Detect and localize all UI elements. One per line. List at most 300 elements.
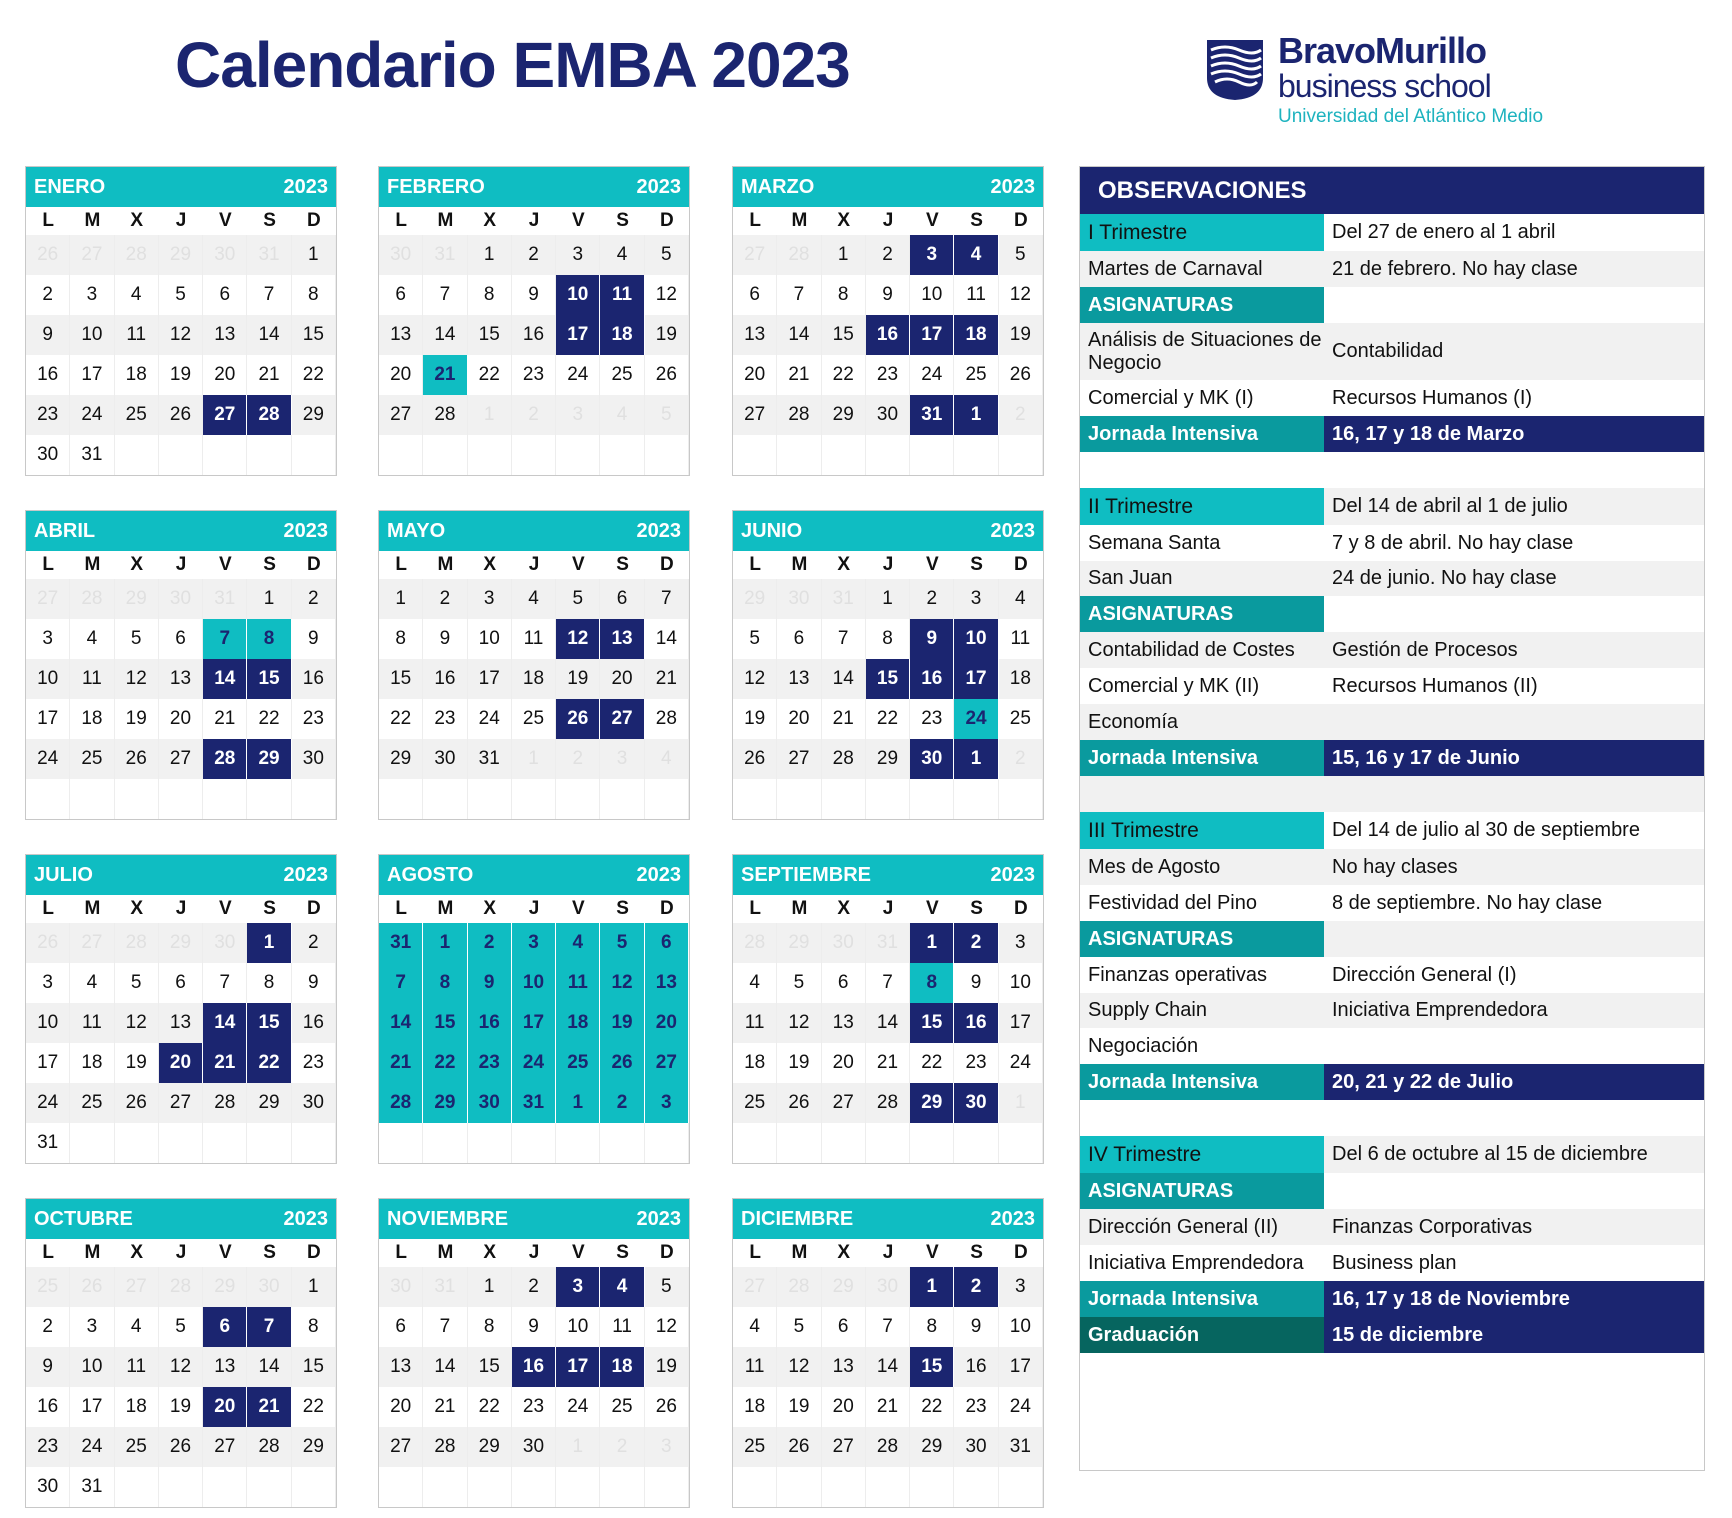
weekday-label: L bbox=[395, 554, 407, 575]
day-cell: 30 bbox=[203, 235, 247, 275]
day-cell: 5 bbox=[115, 963, 159, 1003]
day-cell: 12 bbox=[777, 1347, 821, 1387]
day-cell: 27 bbox=[203, 395, 247, 435]
day-cell: 6 bbox=[777, 619, 821, 659]
day-cell: 3 bbox=[556, 1267, 600, 1307]
day-cell: 12 bbox=[645, 1307, 689, 1347]
obs-row-plain bbox=[1080, 704, 1704, 740]
day-cell: 8 bbox=[468, 275, 512, 315]
obs-label: San Juan bbox=[1088, 567, 1173, 589]
day-cell: 22 bbox=[292, 355, 336, 395]
weekday-label: L bbox=[395, 210, 407, 231]
day-cell: 23 bbox=[866, 355, 910, 395]
day-cell: 15 bbox=[468, 1347, 512, 1387]
days-grid bbox=[379, 579, 689, 819]
obs-value bbox=[1324, 1100, 1704, 1136]
weekday-row bbox=[379, 1239, 689, 1267]
day-cell: 16 bbox=[292, 659, 336, 699]
day-cell: 12 bbox=[600, 963, 644, 1003]
weekday-label: V bbox=[218, 210, 232, 231]
day-cell: 6 bbox=[159, 619, 203, 659]
day-cell: 11 bbox=[954, 275, 998, 315]
day-cell: 28 bbox=[70, 579, 114, 619]
day-cell: 28 bbox=[777, 395, 821, 435]
month-header bbox=[733, 511, 1043, 551]
day-cell: 2 bbox=[468, 923, 512, 963]
weekday-label: L bbox=[42, 554, 54, 575]
day-cell: 9 bbox=[26, 315, 70, 355]
day-cell: 2 bbox=[423, 579, 467, 619]
empty-day-cell bbox=[468, 435, 512, 475]
obs-label: Iniciativa Emprendedora bbox=[1088, 1251, 1304, 1274]
day-cell: 4 bbox=[556, 923, 600, 963]
obs-label: Economía bbox=[1088, 710, 1179, 733]
day-cell: 28 bbox=[247, 1427, 291, 1467]
empty-day-cell bbox=[777, 779, 821, 819]
month-year: 2023 bbox=[636, 1207, 681, 1230]
day-cell: 14 bbox=[866, 1347, 910, 1387]
day-cell: 24 bbox=[556, 1387, 600, 1427]
obs-label bbox=[1080, 776, 1324, 812]
obs-row-plain bbox=[1080, 957, 1704, 993]
day-cell: 9 bbox=[26, 1347, 70, 1387]
day-cell: 21 bbox=[379, 1043, 423, 1083]
empty-day-cell bbox=[910, 1467, 954, 1507]
empty-day-cell bbox=[999, 1467, 1043, 1507]
day-cell: 14 bbox=[423, 1347, 467, 1387]
obs-row-plain bbox=[1080, 251, 1704, 287]
day-cell: 18 bbox=[115, 355, 159, 395]
day-cell: 21 bbox=[423, 355, 467, 395]
month-name: JUNIO bbox=[741, 519, 803, 542]
day-cell: 7 bbox=[423, 275, 467, 315]
weekday-label: V bbox=[925, 210, 939, 231]
empty-day-cell bbox=[423, 1123, 467, 1163]
month-enero bbox=[25, 166, 337, 476]
day-cell: 17 bbox=[556, 315, 600, 355]
day-cell: 4 bbox=[733, 1307, 777, 1347]
obs-value: Recursos Humanos (I) bbox=[1332, 386, 1533, 409]
day-cell: 20 bbox=[159, 699, 203, 739]
day-cell: 25 bbox=[556, 1043, 600, 1083]
month-year: 2023 bbox=[283, 519, 328, 542]
day-cell: 16 bbox=[423, 659, 467, 699]
day-cell: 27 bbox=[733, 1267, 777, 1307]
day-cell: 16 bbox=[468, 1003, 512, 1043]
month-year: 2023 bbox=[990, 175, 1035, 198]
obs-label: ASIGNATURAS bbox=[1080, 1173, 1324, 1209]
day-cell: 1 bbox=[247, 923, 291, 963]
day-cell: 1 bbox=[866, 579, 910, 619]
weekday-row bbox=[379, 207, 689, 235]
obs-row-blank bbox=[1080, 1100, 1704, 1136]
day-cell: 16 bbox=[512, 1347, 556, 1387]
weekday-label: L bbox=[749, 210, 761, 231]
weekday-label: X bbox=[483, 1242, 497, 1263]
obs-row-plain bbox=[1080, 993, 1704, 1028]
obs-label: ASIGNATURAS bbox=[1080, 921, 1324, 957]
day-cell: 19 bbox=[733, 699, 777, 739]
weekday-label: D bbox=[306, 554, 321, 575]
obs-row-plain bbox=[1080, 849, 1704, 885]
weekday-label: S bbox=[616, 210, 629, 231]
day-cell: 26 bbox=[159, 1427, 203, 1467]
day-cell: 5 bbox=[777, 963, 821, 1003]
obs-label: II Trimestre bbox=[1080, 488, 1324, 525]
day-cell: 2 bbox=[954, 1267, 998, 1307]
weekday-label: D bbox=[306, 1242, 321, 1263]
day-cell: 19 bbox=[159, 1387, 203, 1427]
empty-day-cell bbox=[600, 1123, 644, 1163]
obs-label: Mes de Agosto bbox=[1088, 855, 1221, 878]
day-cell: 30 bbox=[866, 1267, 910, 1307]
day-cell: 10 bbox=[468, 619, 512, 659]
day-cell: 26 bbox=[26, 235, 70, 275]
day-cell: 22 bbox=[822, 355, 866, 395]
empty-day-cell bbox=[999, 779, 1043, 819]
day-cell: 5 bbox=[556, 579, 600, 619]
day-cell: 6 bbox=[822, 963, 866, 1003]
day-cell: 1 bbox=[556, 1083, 600, 1123]
obs-row-trim bbox=[1080, 812, 1704, 849]
weekday-row bbox=[379, 895, 689, 923]
day-cell: 15 bbox=[468, 315, 512, 355]
day-cell: 24 bbox=[70, 1427, 114, 1467]
day-cell: 18 bbox=[556, 1003, 600, 1043]
day-cell: 18 bbox=[954, 315, 998, 355]
weekday-label: L bbox=[749, 554, 761, 575]
obs-label: IV Trimestre bbox=[1080, 1136, 1324, 1173]
weekday-label: D bbox=[659, 554, 674, 575]
day-cell: 15 bbox=[866, 659, 910, 699]
day-cell: 18 bbox=[600, 1347, 644, 1387]
day-cell: 1 bbox=[910, 923, 954, 963]
day-cell: 31 bbox=[822, 579, 866, 619]
day-cell: 1 bbox=[822, 235, 866, 275]
month-year: 2023 bbox=[283, 175, 328, 198]
day-cell: 1 bbox=[468, 1267, 512, 1307]
month-header bbox=[26, 1199, 336, 1239]
weekday-label: M bbox=[84, 1242, 101, 1263]
day-cell: 8 bbox=[468, 1307, 512, 1347]
day-cell: 23 bbox=[26, 395, 70, 435]
weekday-label: S bbox=[263, 554, 276, 575]
day-cell: 24 bbox=[556, 355, 600, 395]
empty-day-cell bbox=[159, 435, 203, 475]
weekday-label: M bbox=[791, 210, 808, 231]
day-cell: 26 bbox=[645, 355, 689, 395]
day-cell: 22 bbox=[468, 355, 512, 395]
day-cell: 29 bbox=[910, 1083, 954, 1123]
day-cell: 16 bbox=[26, 1387, 70, 1427]
day-cell: 30 bbox=[292, 739, 336, 779]
day-cell: 4 bbox=[70, 619, 114, 659]
day-cell: 10 bbox=[70, 315, 114, 355]
weekday-label: D bbox=[659, 1242, 674, 1263]
days-grid bbox=[26, 235, 336, 475]
day-cell: 30 bbox=[247, 1267, 291, 1307]
obs-row-blank bbox=[1080, 452, 1704, 488]
weekday-row bbox=[733, 207, 1043, 235]
month-agosto bbox=[378, 854, 690, 1164]
day-cell: 2 bbox=[292, 579, 336, 619]
weekday-label: S bbox=[263, 898, 276, 919]
day-cell: 12 bbox=[115, 659, 159, 699]
day-cell: 23 bbox=[954, 1387, 998, 1427]
day-cell: 26 bbox=[159, 395, 203, 435]
obs-row-plain bbox=[1080, 380, 1704, 416]
day-cell: 30 bbox=[379, 235, 423, 275]
empty-day-cell bbox=[999, 435, 1043, 475]
day-cell: 10 bbox=[26, 659, 70, 699]
obs-value: 24 de junio. No hay clase bbox=[1332, 567, 1557, 589]
empty-day-cell bbox=[115, 435, 159, 475]
obs-row-plain bbox=[1080, 632, 1704, 668]
obs-value: Dirección General (I) bbox=[1332, 963, 1517, 986]
weekday-label: S bbox=[263, 1242, 276, 1263]
day-cell: 15 bbox=[423, 1003, 467, 1043]
days-grid bbox=[379, 923, 689, 1163]
month-year: 2023 bbox=[990, 519, 1035, 542]
day-cell: 7 bbox=[645, 579, 689, 619]
day-cell: 17 bbox=[512, 1003, 556, 1043]
obs-label: Jornada Intensiva bbox=[1080, 416, 1324, 452]
obs-row-asig bbox=[1080, 287, 1704, 323]
empty-day-cell bbox=[423, 779, 467, 819]
empty-day-cell bbox=[777, 1467, 821, 1507]
day-cell: 23 bbox=[468, 1043, 512, 1083]
day-cell: 6 bbox=[822, 1307, 866, 1347]
empty-day-cell bbox=[645, 1123, 689, 1163]
obs-value: Del 6 de octubre al 15 de diciembre bbox=[1332, 1143, 1648, 1165]
day-cell: 19 bbox=[115, 699, 159, 739]
day-cell: 27 bbox=[645, 1043, 689, 1083]
day-cell: 14 bbox=[423, 315, 467, 355]
weekday-label: S bbox=[616, 1242, 629, 1263]
empty-day-cell bbox=[910, 779, 954, 819]
day-cell: 29 bbox=[292, 395, 336, 435]
day-cell: 15 bbox=[247, 659, 291, 699]
day-cell: 14 bbox=[247, 315, 291, 355]
day-cell: 14 bbox=[822, 659, 866, 699]
day-cell: 27 bbox=[26, 579, 70, 619]
obs-label: Negociación bbox=[1088, 1034, 1199, 1057]
day-cell: 25 bbox=[70, 1083, 114, 1123]
weekday-label: D bbox=[306, 210, 321, 231]
day-cell: 12 bbox=[159, 315, 203, 355]
logo-name: BravoMurillo bbox=[1278, 30, 1487, 71]
day-cell: 6 bbox=[645, 923, 689, 963]
day-cell: 19 bbox=[645, 1347, 689, 1387]
obs-row-plain bbox=[1080, 1245, 1704, 1281]
day-cell: 27 bbox=[203, 1427, 247, 1467]
day-cell: 11 bbox=[556, 963, 600, 1003]
day-cell: 15 bbox=[292, 1347, 336, 1387]
weekday-label: V bbox=[218, 554, 232, 575]
weekday-label: J bbox=[528, 1242, 540, 1263]
observaciones-header: OBSERVACIONES bbox=[1080, 167, 1704, 214]
empty-day-cell bbox=[512, 435, 556, 475]
day-cell: 2 bbox=[26, 275, 70, 315]
days-grid bbox=[26, 923, 336, 1163]
weekday-label: M bbox=[791, 898, 808, 919]
day-cell: 26 bbox=[999, 355, 1043, 395]
day-cell: 20 bbox=[777, 699, 821, 739]
day-cell: 24 bbox=[954, 699, 998, 739]
day-cell: 9 bbox=[292, 963, 336, 1003]
day-cell: 23 bbox=[512, 355, 556, 395]
day-cell: 8 bbox=[247, 619, 291, 659]
day-cell: 4 bbox=[600, 395, 644, 435]
day-cell: 25 bbox=[733, 1427, 777, 1467]
empty-day-cell bbox=[954, 1467, 998, 1507]
days-grid bbox=[26, 579, 336, 819]
weekday-label: V bbox=[925, 554, 939, 575]
weekday-label: V bbox=[571, 554, 585, 575]
obs-row-plain bbox=[1080, 1028, 1704, 1064]
day-cell: 31 bbox=[866, 923, 910, 963]
day-cell: 28 bbox=[159, 1267, 203, 1307]
empty-day-cell bbox=[203, 779, 247, 819]
day-cell: 29 bbox=[292, 1427, 336, 1467]
day-cell: 27 bbox=[379, 395, 423, 435]
day-cell: 17 bbox=[70, 355, 114, 395]
weekday-row bbox=[733, 551, 1043, 579]
logo-subtitle: business school bbox=[1278, 68, 1491, 104]
weekday-label: M bbox=[437, 554, 454, 575]
month-header bbox=[26, 855, 336, 895]
day-cell: 5 bbox=[645, 235, 689, 275]
day-cell: 12 bbox=[115, 1003, 159, 1043]
day-cell: 23 bbox=[292, 699, 336, 739]
day-cell: 31 bbox=[70, 435, 114, 475]
day-cell: 18 bbox=[999, 659, 1043, 699]
day-cell: 13 bbox=[159, 659, 203, 699]
day-cell: 26 bbox=[777, 1427, 821, 1467]
obs-label: Martes de Carnaval bbox=[1088, 257, 1263, 280]
day-cell: 31 bbox=[247, 235, 291, 275]
day-cell: 24 bbox=[70, 395, 114, 435]
day-cell: 1 bbox=[468, 235, 512, 275]
empty-day-cell bbox=[733, 1123, 777, 1163]
day-cell: 19 bbox=[645, 315, 689, 355]
weekday-label: X bbox=[837, 898, 851, 919]
day-cell: 14 bbox=[379, 1003, 423, 1043]
day-cell: 5 bbox=[600, 923, 644, 963]
obs-label: Festividad del Pino bbox=[1088, 891, 1257, 914]
weekday-label: D bbox=[659, 898, 674, 919]
day-cell: 29 bbox=[159, 235, 203, 275]
day-cell: 17 bbox=[954, 659, 998, 699]
day-cell: 6 bbox=[379, 275, 423, 315]
day-cell: 5 bbox=[115, 619, 159, 659]
day-cell: 9 bbox=[423, 619, 467, 659]
day-cell: 26 bbox=[115, 1083, 159, 1123]
day-cell: 17 bbox=[910, 315, 954, 355]
day-cell: 12 bbox=[645, 275, 689, 315]
day-cell: 13 bbox=[822, 1003, 866, 1043]
month-year: 2023 bbox=[990, 1207, 1035, 1230]
day-cell: 4 bbox=[733, 963, 777, 1003]
weekday-label: L bbox=[42, 1242, 54, 1263]
logo-university: Universidad del Atlántico Medio bbox=[1278, 106, 1544, 127]
day-cell: 1 bbox=[910, 1267, 954, 1307]
day-cell: 20 bbox=[600, 659, 644, 699]
day-cell: 3 bbox=[999, 923, 1043, 963]
empty-day-cell bbox=[70, 779, 114, 819]
day-cell: 19 bbox=[159, 355, 203, 395]
day-cell: 31 bbox=[910, 395, 954, 435]
day-cell: 21 bbox=[645, 659, 689, 699]
day-cell: 1 bbox=[954, 739, 998, 779]
day-cell: 8 bbox=[292, 275, 336, 315]
obs-value: Recursos Humanos (II) bbox=[1332, 674, 1538, 697]
weekday-label: D bbox=[1013, 210, 1028, 231]
weekday-row bbox=[26, 551, 336, 579]
day-cell: 3 bbox=[468, 579, 512, 619]
day-cell: 6 bbox=[203, 1307, 247, 1347]
day-cell: 5 bbox=[645, 1267, 689, 1307]
day-cell: 3 bbox=[600, 739, 644, 779]
day-cell: 28 bbox=[733, 923, 777, 963]
day-cell: 12 bbox=[159, 1347, 203, 1387]
day-cell: 1 bbox=[292, 235, 336, 275]
obs-value: Gestión de Procesos bbox=[1332, 638, 1518, 661]
weekday-label: M bbox=[84, 898, 101, 919]
empty-day-cell bbox=[203, 1123, 247, 1163]
day-cell: 6 bbox=[600, 579, 644, 619]
day-cell: 2 bbox=[600, 1427, 644, 1467]
empty-day-cell bbox=[600, 1467, 644, 1507]
day-cell: 2 bbox=[999, 739, 1043, 779]
day-cell: 27 bbox=[159, 1083, 203, 1123]
day-cell: 8 bbox=[379, 619, 423, 659]
observaciones-panel bbox=[1079, 166, 1705, 1471]
day-cell: 2 bbox=[26, 1307, 70, 1347]
obs-value: Del 14 de julio al 30 de septiembre bbox=[1332, 819, 1640, 841]
day-cell: 12 bbox=[777, 1003, 821, 1043]
month-year: 2023 bbox=[636, 863, 681, 886]
day-cell: 28 bbox=[203, 739, 247, 779]
day-cell: 18 bbox=[115, 1387, 159, 1427]
obs-label bbox=[1080, 452, 1324, 488]
day-cell: 24 bbox=[999, 1043, 1043, 1083]
weekday-label: L bbox=[42, 210, 54, 231]
day-cell: 25 bbox=[954, 355, 998, 395]
obs-row-trim bbox=[1080, 1136, 1704, 1173]
day-cell: 9 bbox=[954, 963, 998, 1003]
day-cell: 25 bbox=[70, 739, 114, 779]
obs-value bbox=[1324, 921, 1704, 957]
weekday-label: M bbox=[791, 1242, 808, 1263]
month-header bbox=[379, 1199, 689, 1239]
empty-day-cell bbox=[379, 435, 423, 475]
weekday-label: J bbox=[882, 210, 894, 231]
obs-label: Comercial y MK (II) bbox=[1088, 674, 1260, 697]
day-cell: 22 bbox=[866, 699, 910, 739]
weekday-label: V bbox=[218, 898, 232, 919]
day-cell: 7 bbox=[203, 619, 247, 659]
empty-day-cell bbox=[512, 1467, 556, 1507]
day-cell: 9 bbox=[910, 619, 954, 659]
day-cell: 1 bbox=[512, 739, 556, 779]
day-cell: 13 bbox=[777, 659, 821, 699]
day-cell: 30 bbox=[379, 1267, 423, 1307]
day-cell: 8 bbox=[910, 963, 954, 1003]
day-cell: 20 bbox=[379, 1387, 423, 1427]
obs-value: Del 14 de abril al 1 de julio bbox=[1332, 495, 1568, 517]
day-cell: 18 bbox=[512, 659, 556, 699]
